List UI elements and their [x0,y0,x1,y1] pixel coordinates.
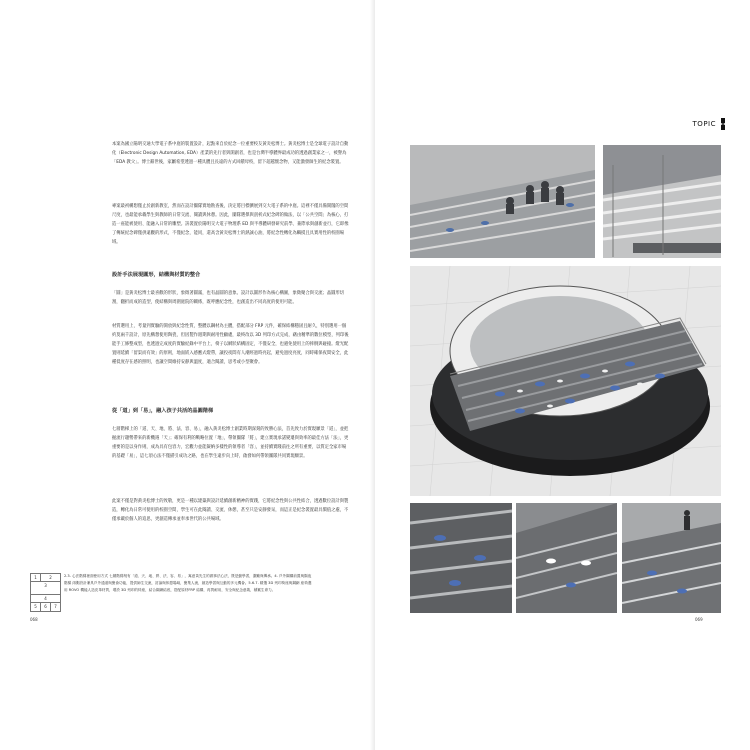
body-paragraph: 七層階梯上的「道、天、地、將、法、容、易」，融入黃炎松博士創業時期深刻的致勝心法，首先致力於實現願景「道」，並把握流行趨勢帶來的新機遇「天」；確保有利的戰略位置「地」，帶領團隊「將」，建立實現承諾變遷與效率的最佳方法「法」，更重要的是以身作則，成為具有包容力，宏觀力並能凝納多樣性的領導者「容」，並持續實踐前往之所有重要，以質定全家市場的基礎「易」，這七項心法不僅描引成功之路，也在學生遠步向上時，啟發如何帶領團隊共同實現願景。 [112,427,349,460]
photo-index-grid [30,573,60,613]
section-heading: 設計手法展現圓形，結構與材質的整合 [112,272,201,278]
topic-label: TOPIC [692,120,716,128]
page-number: 069 [695,617,703,622]
grid-cell: 2 [40,573,61,582]
grid-cell: 6 [40,602,51,612]
section-heading: 從「道」到「易」，融入孩子共活的晶圓階梯 [112,408,214,414]
grid-cell: 4 [30,594,61,603]
body-paragraph: 專案最初構想僅止於創新教室，然而在設計團隊實地勘查後，決定將目標擴展到交大電子系的中庭。這裡不僅具備開闊的空間尺度，也最能承載學生與教師的日常交流、閱讀與休憩。因此，團隊選擇與剖析式紀念碑的做法，以「公共空間」為核心，打造一座能被使用、能融入日常的雕塑。該裝置於陽明交大電子物理系 ED 與半導體研發研究前學、兼際承與創新並行，它即像了傳統紀念碑僅供遠觀的形式，不僅紀念，能同，還高含黃炎松博士的熱誠心油，將紀念性轉化為觸摸且具實用性的校園場域。 [112,204,349,246]
grid-cell: 1 [30,573,41,582]
photo-steps-railings [603,145,721,258]
photo-students-on-steps [410,145,595,258]
grid-cell: 3 [30,581,61,595]
photo-step-detail-3 [622,503,721,613]
right-page [375,0,750,750]
photo-step-detail-2 [516,503,617,613]
body-paragraph: 本案為國立陽明交通大學電子系中庭的裝置設計，起點來自於紀念一位重要校友黃炎松博士。黃炎松博士是全球電子設計自動化（Electronic Design Automation, EDA）產業的先行者與開創者，也是台灣半導體界最成功的透過創業家之一，被譽為「EDA 教父」。博士辭世後，家屬希望透過一種具體且長遠的方式回饋母校，留下超越懷念物，又能激發師生的紀念裝置。 [112,142,349,166]
body-paragraph: 「圓」是黃炎松博士最喜歡的形狀，象徵著圓滿，也有晶圓的意象。設計以圓形作為核心構圖，象徵聚合與交流；晶圓形切割，翻折而成的造型，使結構與周圍庭院的關係，既呼應紀念性，也創造出不同高度的使用可能。 [112,291,345,306]
photo-step-detail-1 [410,503,512,613]
grid-cell: 7 [50,602,61,612]
photo-circular-installation [410,266,721,496]
grid-cell: 5 [30,602,41,612]
photo-caption: 2.3. 心法階梯裡面使用方式 七層階梯刻有「道、天、地、將、法、容、易」，寓意黃先生的做事法心法，既是動學習，激勵與傳承。4. 戶外鋼構前置與隔夜階梯 兩側設計兼具戶外通道與聚會功能，提供師生交流，討論與休憩場域，聚集人流，創造學習與互動的多元機會。5.6.7. 精選 3D 列印椅座與鋼網 座椅選用 ROVO 機能人造皮革材質，增設 3D 列印的椅座，結合鋼網結底，搭配原材FRP 結構，再質耐用，安全與紀念意義，積累生命力。 [64,574,312,592]
body-paragraph: 材質選用上，考量到實驗的開放與紀念性質，整體以鋼材為主體，搭配部分 FRP 元件，確保結構穩固且耐久，特別選用一個約莫兩千設計，原先構想使用陶瓷，但因製作週期與耐用性顧慮，最終改以 3D 列印方式完成，藉由精準的數位模型，列印後能手工修整成型，也透過完成度的實驗紀錄中平台上，椅子以網狀結構固定，不僅安全，也避免使用上的摔倒與碰撞。燈光配置則延續「留渠而有效」的原則，地面嵌入感應式燈帶，讓投夜間有人潮經過時亮起，避免過度亮度，同時確保夜間安全，此種低度存在感的照明，也讓空間維持安靜與溫度，適合閱讀，思考或小型聚會。 [112,324,349,366]
topic-marker-icon [720,118,726,130]
page-number: 068 [30,617,38,622]
body-paragraph: 此案不僅是對黃炎松博士的致敬，更是一種以建築與設計延續創新精神的實踐，它將紀念性與公共性結合，透過數位設計與製造，轉化為日常可使用的校園空間，學生可在此閱讀、交流、休憩，甚至只是安靜發呆，而這正是紀念裝置最具價值之處，不僅承載於個人的追思，更創造傳承並奉承世代的公共場域。 [112,499,349,523]
